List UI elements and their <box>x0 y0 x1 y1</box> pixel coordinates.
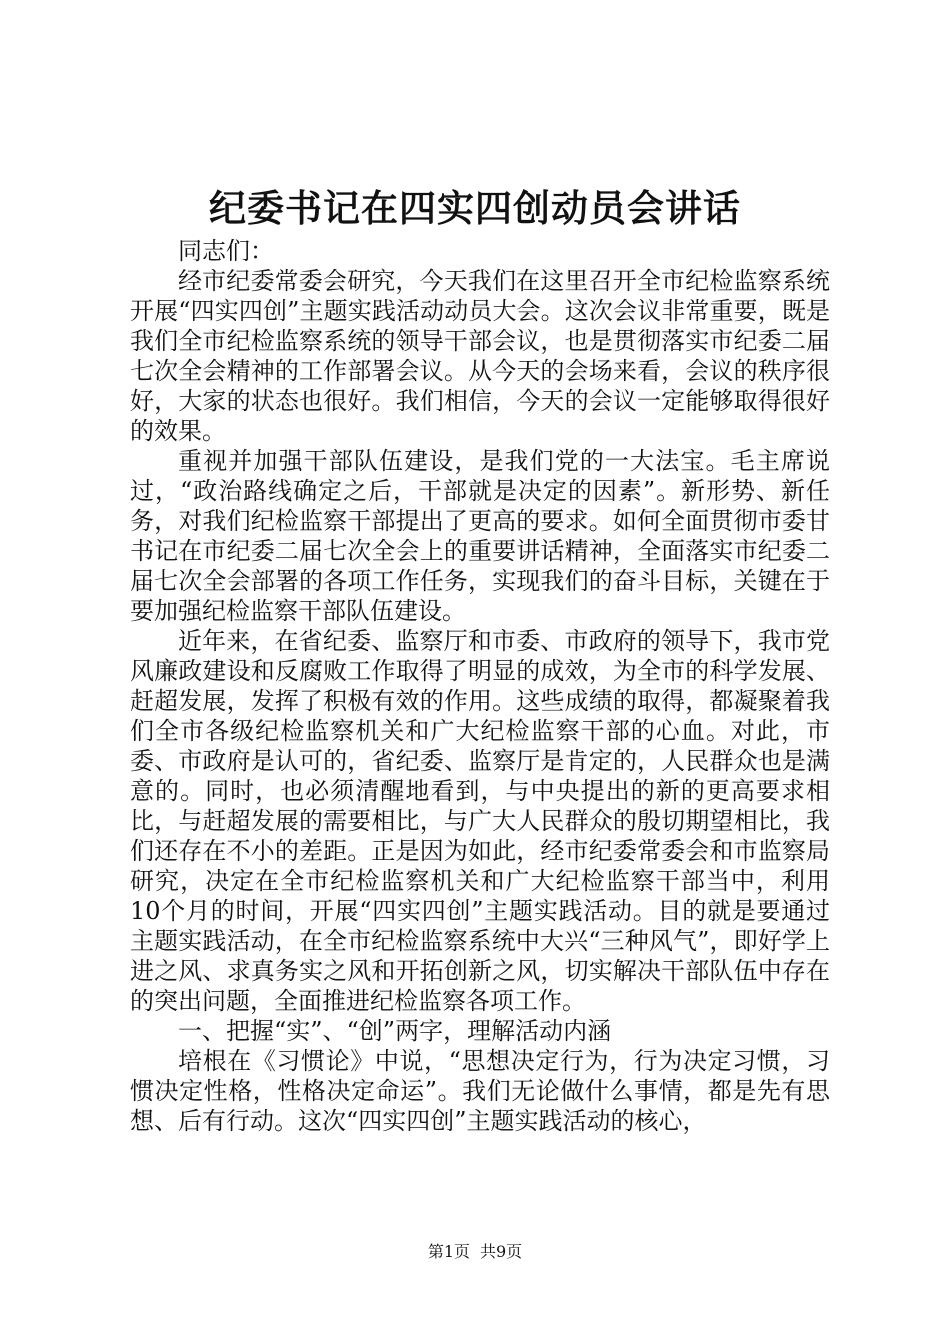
document-body <box>130 236 830 1136</box>
page-total: 共9页 <box>480 1242 523 1261</box>
page-footer <box>0 1242 950 1262</box>
section-heading: 一、把握“实”、“创”两字，理解活动内涵 <box>178 1017 612 1045</box>
salutation-paragraph: 同志们： <box>178 237 274 265</box>
body-paragraph: 培根在《习惯论》中说，“思想决定行为，行为决定习惯，习惯决定性格，性格决定命运”。我们无论做什么事情，都是先有思想、后有行动。这次“四实四创”主题实践活动的核心， <box>130 1047 830 1135</box>
body-paragraph: 近年来，在省纪委、监察厅和市委、市政府的领导下，我市党风廉政建设和反腐败工作取得了明显的成效，为全市的科学发展、赶超发展，发挥了积极有效的作用。这些成绩的取得，都凝聚着我们全市各级纪检监察机关和广大纪检监察干部的心血。对此，市委、市政府是认可的，省纪委、监察厅是肯定的，人民群众也是满意的。同时，也必须清醒地看到，与中央提出的新的更高要求相比，与赶超发展的需要相比，与广大人民群众的殷切期望相比，我们还存在不小的差距。正是因为如此，经市纪委常委会和市监察局研究，决定在全市纪检监察机关和广大纪检监察干部当中，利用10个月的时间，开展“四实四创”主题实践活动。目的就是要通过主题实践活动，在全市纪检监察系统中大兴“三种风气”，即好学上进之风、求真务实之风和开拓创新之风，切实解决干部队伍中存在的突出问题，全面推进纪检监察各项工作。 <box>130 627 830 1015</box>
body-paragraph: 经市纪委常委会研究，今天我们在这里召开全市纪检监察系统开展“四实四创”主题实践活动动员大会。这次会议非常重要，既是我们全市纪检监察系统的领导干部会议，也是贯彻落实市纪委二届七次全会精神的工作部署会议。从今天的会场来看，会议的秩序很好，大家的状态也很好。我们相信，今天的会议一定能够取得很好的效果。 <box>130 267 830 445</box>
document-title: 纪委书记在四实四创动员会讲话 <box>209 186 741 230</box>
page-number: 第1页 <box>427 1242 470 1261</box>
body-paragraph: 重视并加强干部队伍建设，是我们党的一大法宝。毛主席说过，“政治路线确定之后，干部就是决定的因素”。新形势、新任务，对我们纪检监察干部提出了更高的要求。如何全面贯彻市委甘书记在市纪委二届七次全会上的重要讲话精神，全面落实市纪委二届七次全会部署的各项工作任务，实现我们的奋斗目标，关键在于要加强纪检监察干部队伍建设。 <box>130 447 830 625</box>
